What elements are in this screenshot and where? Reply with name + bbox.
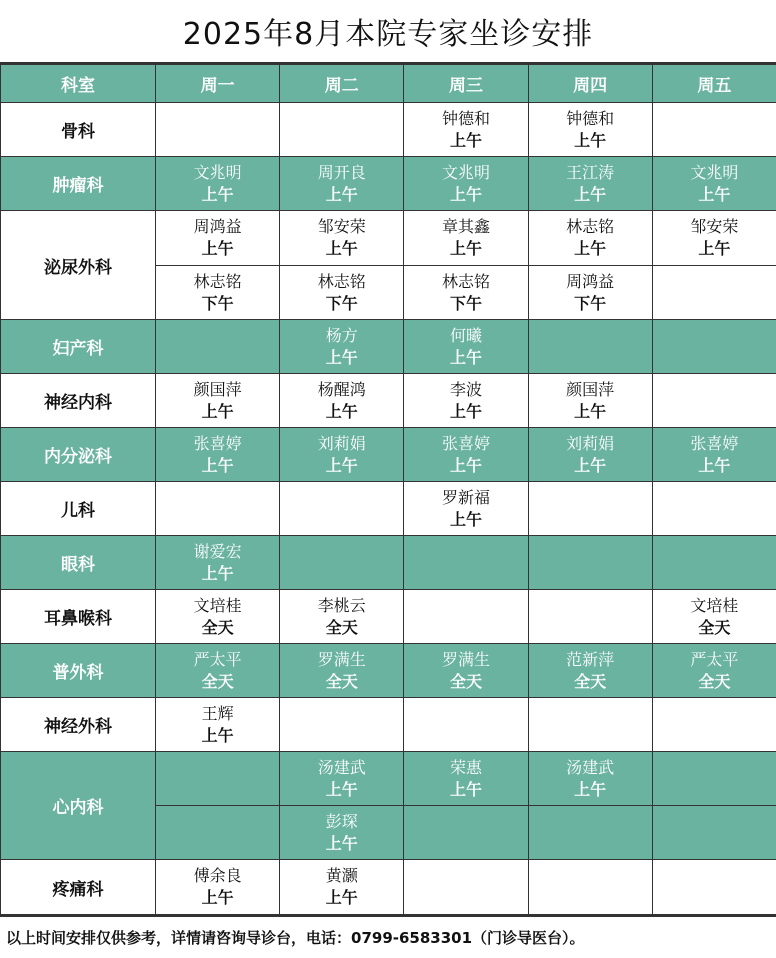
schedule-cell <box>404 590 528 644</box>
page-title: 2025年8月本院专家坐诊安排 <box>182 17 594 52</box>
schedule-cell <box>404 698 528 752</box>
schedule-cell <box>280 536 404 590</box>
session-time: 下午 <box>449 293 482 313</box>
session-time: 下午 <box>201 293 234 313</box>
schedule-cell <box>528 644 652 698</box>
doctor-name: 王江涛 <box>566 162 615 182</box>
session-time: 上午 <box>449 401 482 421</box>
schedule-cell <box>156 211 280 266</box>
schedule-cell <box>156 266 280 320</box>
session-time: 上午 <box>449 509 482 529</box>
dept-name: 肿瘤科 <box>1 157 156 211</box>
schedule-cell <box>652 644 776 698</box>
schedule-cell <box>528 320 652 374</box>
doctor-name: 何曦 <box>449 325 482 345</box>
schedule-cell <box>280 428 404 482</box>
schedule-cell <box>404 644 528 698</box>
schedule-cell <box>652 536 776 590</box>
header-wed: 周三 <box>404 65 528 103</box>
doctor-name: 林志铭 <box>317 271 366 291</box>
doctor-name: 邹安荣 <box>690 217 739 236</box>
dept-name: 泌尿外科 <box>1 211 156 320</box>
session-time: 上午 <box>201 239 234 258</box>
schedule-cell <box>652 320 776 374</box>
schedule-cell <box>652 211 776 266</box>
schedule-cell <box>280 211 404 266</box>
dept-name: 神经外科 <box>1 698 156 752</box>
doctor-name: 杨方 <box>325 325 358 345</box>
session-time: 上午 <box>325 184 358 204</box>
schedule-cell <box>652 266 776 320</box>
dept-name: 神经内科 <box>1 374 156 428</box>
header-fri: 周五 <box>652 65 776 103</box>
schedule-cell <box>156 428 280 482</box>
doctor-name: 钟德和 <box>441 108 490 128</box>
schedule-cell <box>528 536 652 590</box>
schedule-cell <box>528 590 652 644</box>
schedule-cell <box>156 752 280 806</box>
schedule-cell <box>652 860 776 915</box>
schedule-cell <box>156 590 280 644</box>
session-time: 上午 <box>325 833 358 853</box>
doctor-name: 罗满生 <box>317 649 366 669</box>
schedule-cell <box>280 698 404 752</box>
dept-name: 眼科 <box>1 536 156 590</box>
doctor-name: 严太平 <box>690 649 739 669</box>
header-dept: 科室 <box>1 65 156 103</box>
doctor-name: 邹安荣 <box>317 217 366 236</box>
schedule-cell <box>404 752 528 806</box>
schedule-cell <box>652 482 776 536</box>
session-time: 上午 <box>574 779 607 799</box>
schedule-cell <box>156 157 280 211</box>
doctor-name: 李桃云 <box>317 595 366 615</box>
session-time: 上午 <box>449 130 482 150</box>
schedule-cell <box>404 103 528 157</box>
session-time: 上午 <box>325 779 358 799</box>
session-time: 全天 <box>574 671 607 691</box>
schedule-cell <box>156 320 280 374</box>
schedule-cell <box>280 644 404 698</box>
doctor-name: 谢爱宏 <box>193 541 242 561</box>
doctor-name: 黄灏 <box>325 866 358 885</box>
session-time: 上午 <box>325 347 358 367</box>
doctor-name: 荣惠 <box>449 757 482 777</box>
session-time: 上午 <box>325 888 358 907</box>
schedule-cell <box>528 482 652 536</box>
table-row <box>1 536 776 590</box>
doctor-name: 汤建武 <box>566 757 615 777</box>
schedule-cell <box>280 266 404 320</box>
schedule-cell <box>528 211 652 266</box>
schedule-cell <box>156 860 280 915</box>
table-row <box>1 211 776 266</box>
title-bar <box>0 0 776 64</box>
header-row <box>1 65 776 103</box>
table-row <box>1 590 776 644</box>
dept-name: 妇产科 <box>1 320 156 374</box>
doctor-name: 颜国萍 <box>566 379 615 399</box>
doctor-name: 张喜婷 <box>690 433 739 453</box>
doctor-name: 李波 <box>449 379 482 399</box>
dept-name: 骨科 <box>1 103 156 157</box>
session-time: 上午 <box>449 347 482 367</box>
footer-note: 以上时间安排仅供参考，详情请咨询导诊台，电话：0799-6583301（门诊导医台）。 <box>0 915 776 957</box>
doctor-name: 周鸿益 <box>566 271 615 291</box>
doctor-name: 文培桂 <box>690 595 739 615</box>
table-row <box>1 644 776 698</box>
doctor-name: 汤建武 <box>317 757 366 777</box>
schedule-cell <box>280 860 404 915</box>
schedule-cell <box>404 374 528 428</box>
session-time: 全天 <box>449 671 482 691</box>
doctor-name: 彭琛 <box>325 811 358 831</box>
session-time: 上午 <box>574 184 607 204</box>
schedule-cell <box>280 590 404 644</box>
schedule-cell <box>652 374 776 428</box>
session-time: 上午 <box>449 184 482 204</box>
doctor-name: 罗新福 <box>441 487 490 507</box>
doctor-name: 杨醒鸿 <box>317 379 366 399</box>
schedule-cell <box>652 428 776 482</box>
schedule-cell <box>528 428 652 482</box>
table-row <box>1 752 776 806</box>
schedule-cell <box>404 428 528 482</box>
table-row <box>1 320 776 374</box>
doctor-name: 文培桂 <box>193 595 242 615</box>
session-time: 全天 <box>698 617 731 637</box>
schedule-cell <box>156 536 280 590</box>
doctor-name: 范新萍 <box>566 649 615 669</box>
schedule-cell <box>280 320 404 374</box>
dept-name: 耳鼻喉科 <box>1 590 156 644</box>
schedule-cell <box>652 157 776 211</box>
schedule-cell <box>652 806 776 860</box>
table-row <box>1 860 776 915</box>
table-row <box>1 374 776 428</box>
schedule-cell <box>404 320 528 374</box>
doctor-name: 颜国萍 <box>193 379 242 399</box>
doctor-name: 张喜婷 <box>193 433 242 453</box>
schedule-cell <box>156 482 280 536</box>
schedule-cell <box>652 752 776 806</box>
session-time: 上午 <box>201 725 234 745</box>
schedule-cell <box>652 590 776 644</box>
schedule-cell <box>528 698 652 752</box>
session-time: 上午 <box>449 779 482 799</box>
session-time: 上午 <box>325 401 358 421</box>
header-mon: 周一 <box>156 65 280 103</box>
schedule-cell <box>156 644 280 698</box>
session-time: 上午 <box>698 184 731 204</box>
schedule-cell <box>528 752 652 806</box>
doctor-name: 刘莉娟 <box>317 433 366 453</box>
session-time: 全天 <box>201 671 234 691</box>
session-time: 上午 <box>201 563 234 583</box>
schedule-cell <box>404 266 528 320</box>
doctor-name: 王辉 <box>201 703 234 723</box>
table-row <box>1 698 776 752</box>
session-time: 上午 <box>574 401 607 421</box>
session-time: 上午 <box>201 888 234 907</box>
schedule-cell <box>280 374 404 428</box>
doctor-name: 刘莉娟 <box>566 433 615 453</box>
header-tue: 周二 <box>280 65 404 103</box>
session-time: 上午 <box>449 239 482 258</box>
doctor-name: 周开良 <box>317 162 366 182</box>
schedule-cell <box>404 211 528 266</box>
schedule-cell <box>404 806 528 860</box>
schedule-cell <box>528 806 652 860</box>
session-time: 上午 <box>201 184 234 204</box>
schedule-cell <box>280 157 404 211</box>
schedule-cell <box>156 374 280 428</box>
schedule-cell <box>280 482 404 536</box>
schedule-cell <box>652 103 776 157</box>
doctor-name: 文兆明 <box>193 162 242 182</box>
schedule-cell <box>156 698 280 752</box>
schedule-cell <box>528 860 652 915</box>
session-time: 全天 <box>325 617 358 637</box>
session-time: 上午 <box>574 130 607 150</box>
dept-name: 疼痛科 <box>1 860 156 915</box>
doctor-name: 林志铭 <box>566 217 615 236</box>
session-time: 下午 <box>325 293 358 313</box>
doctor-name: 钟德和 <box>566 108 615 128</box>
schedule-cell <box>528 157 652 211</box>
schedule-cell <box>280 752 404 806</box>
dept-name: 心内科 <box>1 752 156 860</box>
doctor-name: 文兆明 <box>690 162 739 182</box>
session-time: 下午 <box>574 293 607 313</box>
table-row <box>1 482 776 536</box>
schedule-cell <box>156 103 280 157</box>
doctor-name: 张喜婷 <box>441 433 490 453</box>
schedule-cell <box>528 374 652 428</box>
session-time: 上午 <box>325 239 358 258</box>
schedule-cell <box>280 806 404 860</box>
schedule-table <box>0 64 776 915</box>
session-time: 上午 <box>201 401 234 421</box>
session-time: 全天 <box>698 671 731 691</box>
table-row <box>1 103 776 157</box>
header-thu: 周四 <box>528 65 652 103</box>
session-time: 上午 <box>201 455 234 475</box>
schedule-cell <box>156 806 280 860</box>
doctor-name: 严太平 <box>193 649 242 669</box>
doctor-name: 周鸿益 <box>193 217 242 236</box>
session-time: 上午 <box>449 455 482 475</box>
session-time: 上午 <box>325 455 358 475</box>
schedule-cell <box>404 482 528 536</box>
schedule-cell <box>280 103 404 157</box>
dept-name: 内分泌科 <box>1 428 156 482</box>
session-time: 上午 <box>698 239 731 258</box>
session-time: 全天 <box>325 671 358 691</box>
schedule-cell <box>404 860 528 915</box>
doctor-name: 傅余良 <box>193 866 242 885</box>
schedule-cell <box>404 536 528 590</box>
doctor-name: 章其鑫 <box>441 217 490 236</box>
schedule-cell <box>528 103 652 157</box>
schedule-cell <box>404 157 528 211</box>
session-time: 上午 <box>574 239 607 258</box>
dept-name: 普外科 <box>1 644 156 698</box>
dept-name: 儿科 <box>1 482 156 536</box>
doctor-name: 林志铭 <box>193 271 242 291</box>
doctor-name: 文兆明 <box>441 162 490 182</box>
schedule-cell <box>652 698 776 752</box>
session-time: 全天 <box>201 617 234 637</box>
schedule-cell <box>528 266 652 320</box>
session-time: 上午 <box>574 455 607 475</box>
doctor-name: 罗满生 <box>441 649 490 669</box>
session-time: 上午 <box>698 455 731 475</box>
doctor-name: 林志铭 <box>441 271 490 291</box>
table-row <box>1 428 776 482</box>
table-row <box>1 157 776 211</box>
